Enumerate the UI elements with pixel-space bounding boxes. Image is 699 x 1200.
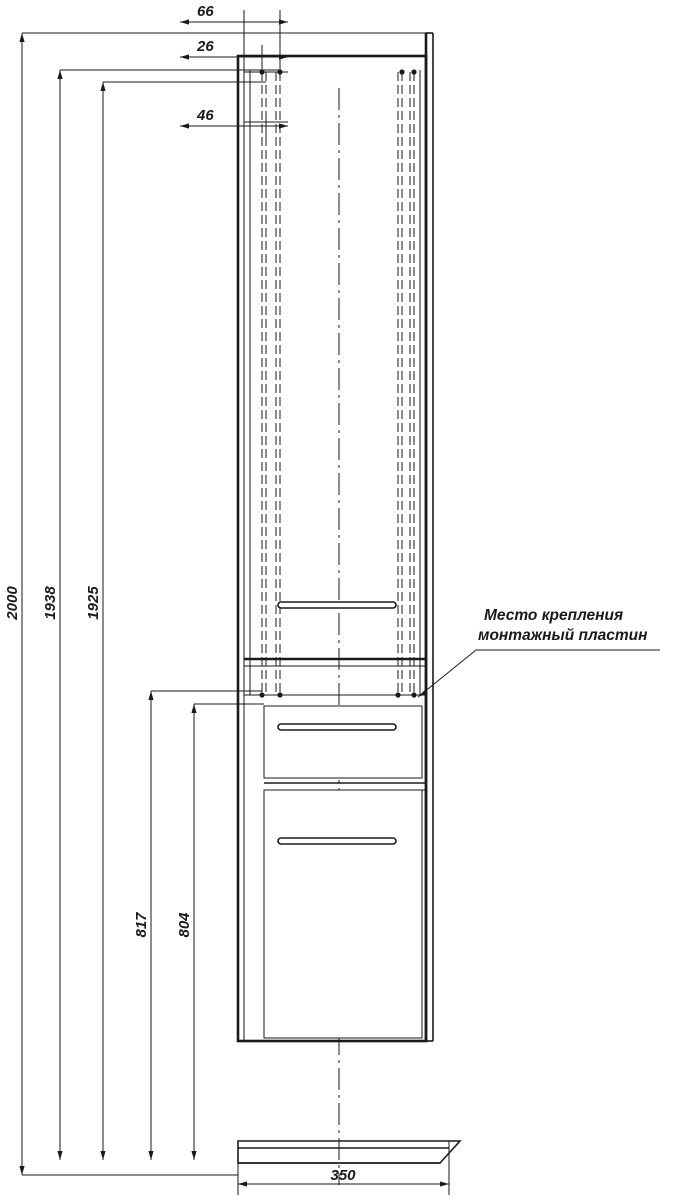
annotation-line-1: Место крепления [484,607,624,624]
dimension-804-label: 804 [176,912,193,938]
dimension-1925-label: 1925 [85,586,102,620]
dimension-1938-label: 1938 [42,586,59,620]
annotation-line-2: монтажный пластин [478,627,648,644]
middle-drawer [264,706,426,790]
lower-drawer [264,790,422,1038]
dimension-26-label: 26 [197,38,214,55]
mounting-plate-annotation [418,607,660,697]
dimension-66-label: 66 [197,3,214,20]
dimension-2000-label: 2000 [4,586,21,620]
dimension-350-label: 350 [330,1167,356,1184]
upper-door-handle [278,602,396,608]
dimension-46-label: 46 [197,107,214,124]
dimension-817-label: 817 [133,912,150,938]
base-slab [238,1141,460,1163]
dimension-350 [238,1141,449,1195]
